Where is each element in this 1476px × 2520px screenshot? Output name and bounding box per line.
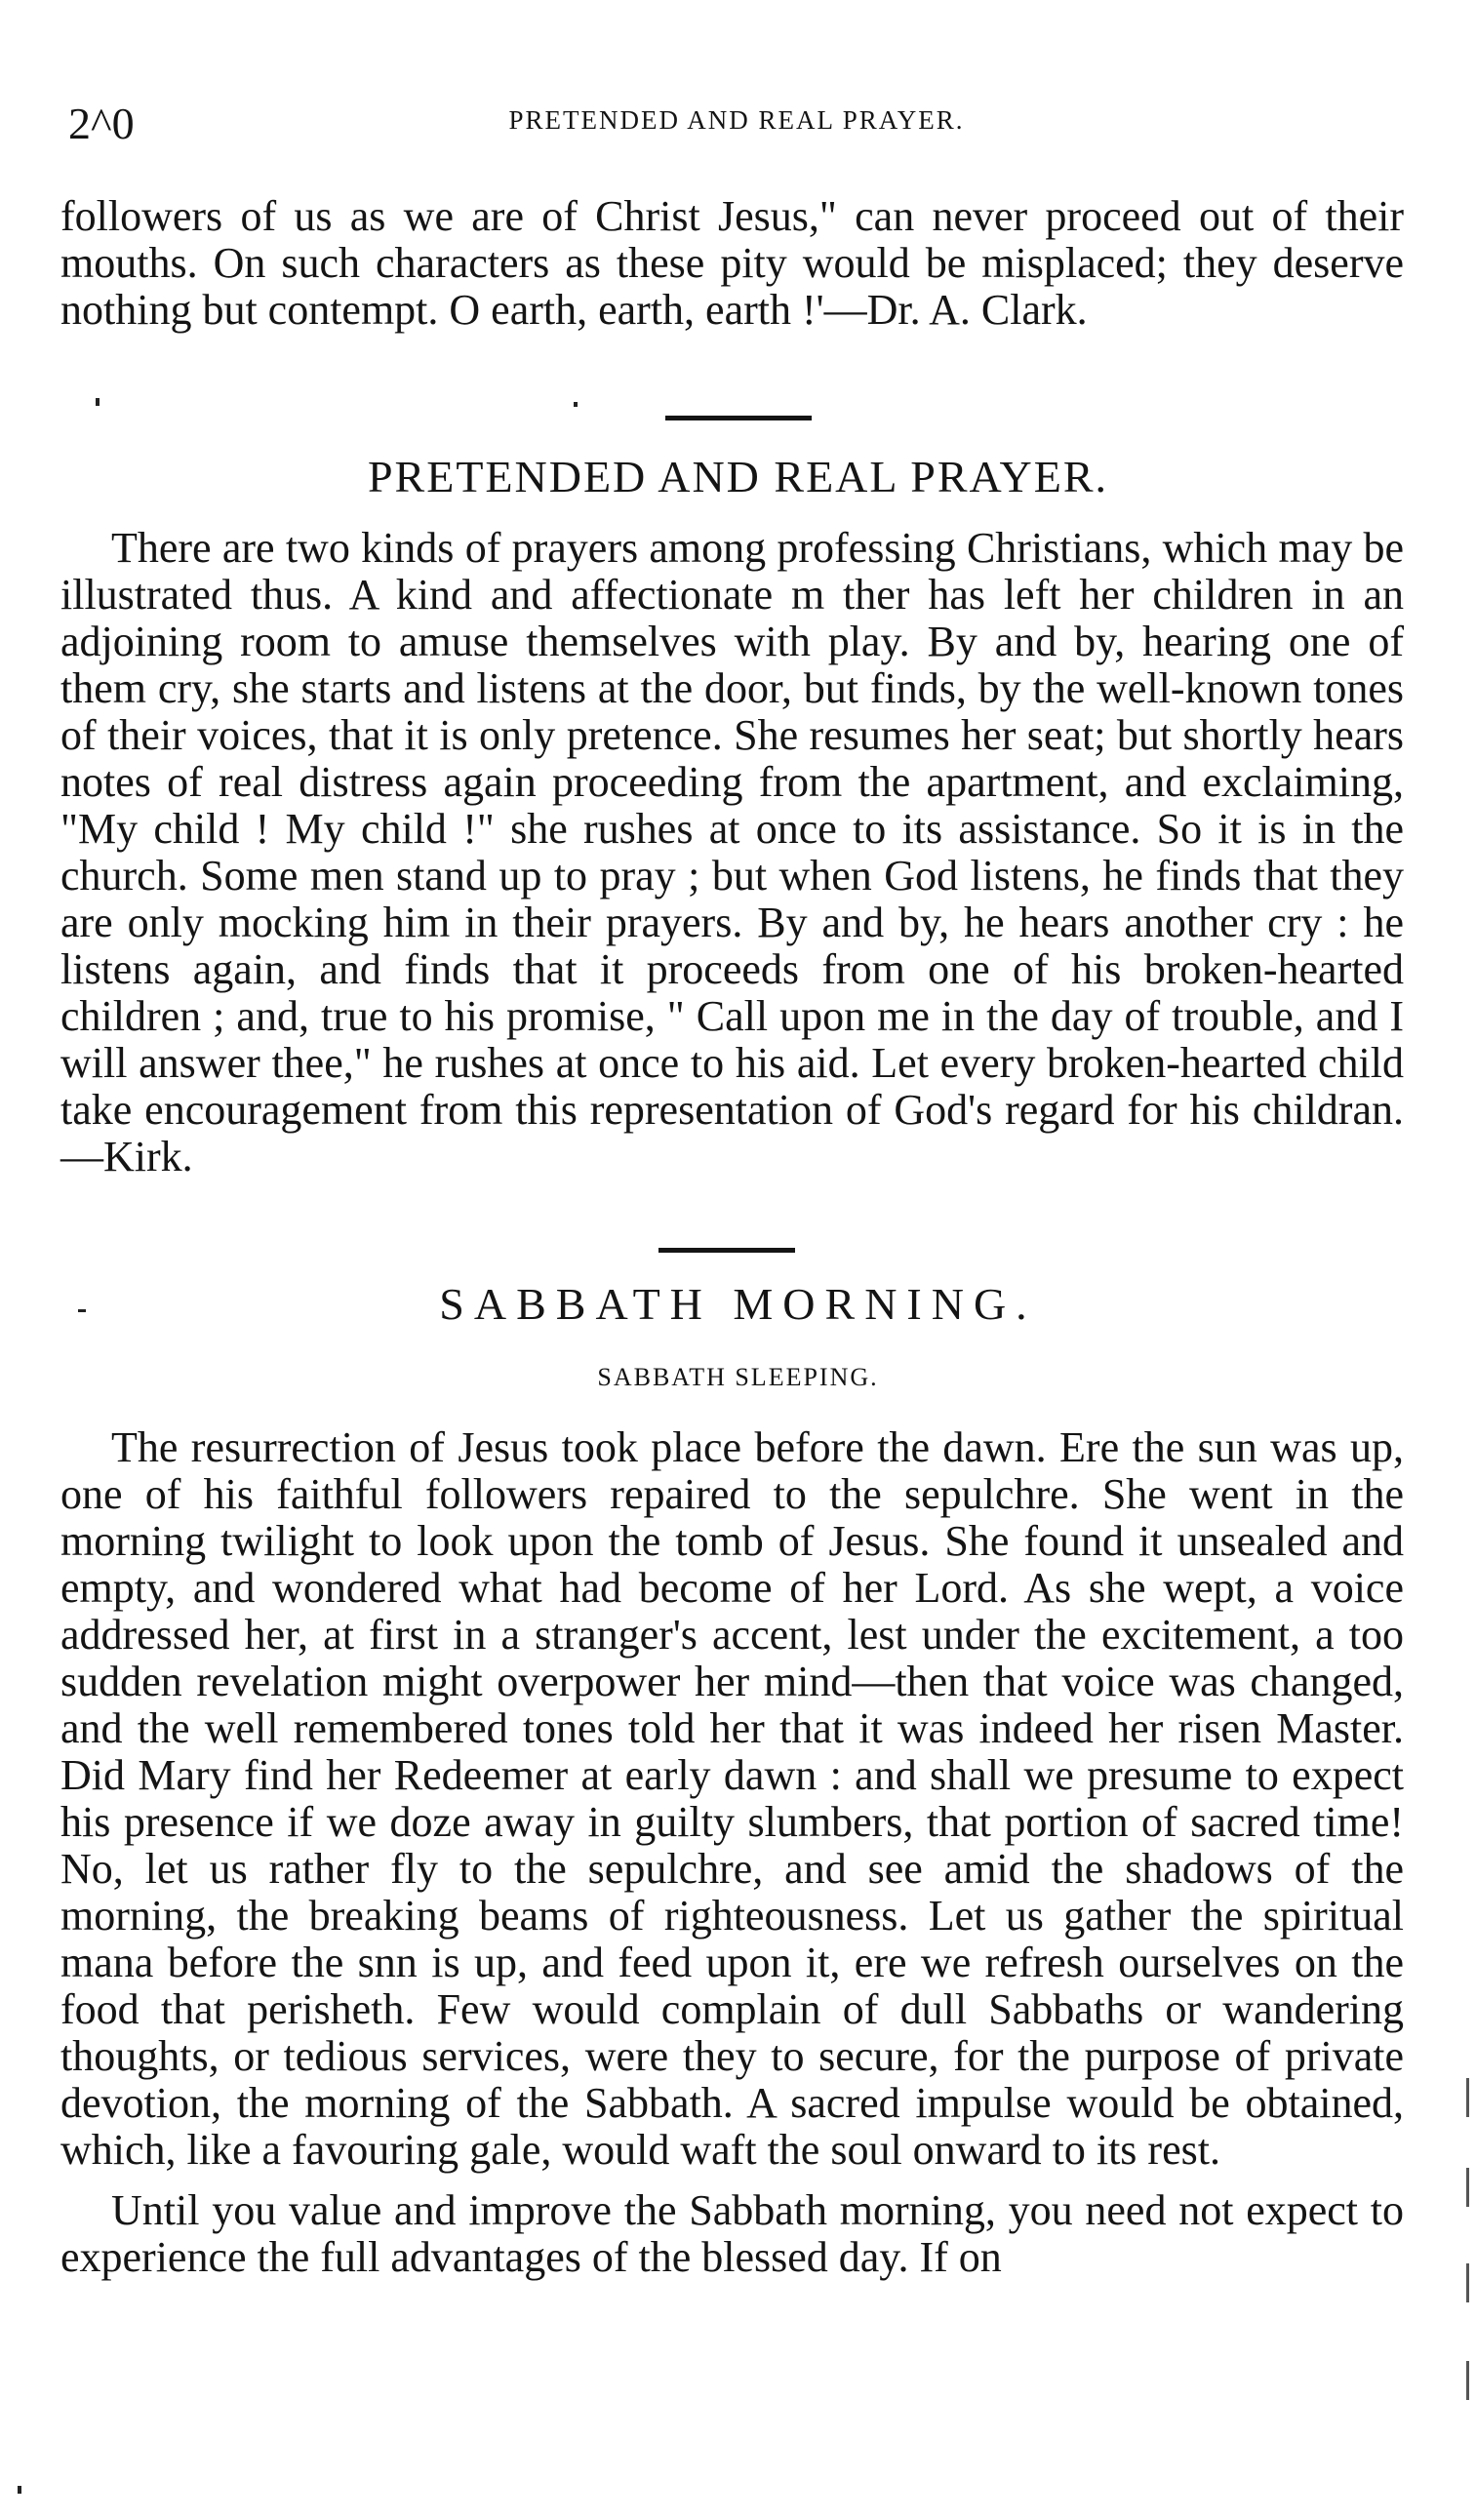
ink-speck bbox=[18, 2486, 21, 2494]
scan-edge-mark bbox=[1466, 2168, 1469, 2207]
ink-speck bbox=[574, 402, 578, 407]
section-divider-rule bbox=[658, 1248, 795, 1253]
section-subtitle: SABBATH SLEEPING. bbox=[597, 1363, 879, 1391]
section-title-sabbath-morning: SABBATH MORNING. bbox=[439, 1279, 1037, 1329]
page-number: 2^0 bbox=[68, 99, 135, 148]
section-title-pretended-prayer: PRETENDED AND REAL PRAYER. bbox=[367, 452, 1109, 501]
running-title: PRETENDED AND REAL PRAYER. bbox=[508, 105, 965, 135]
scan-edge-mark bbox=[1466, 2263, 1469, 2302]
page-header bbox=[68, 98, 1405, 156]
section-divider-rule bbox=[665, 416, 812, 420]
continuation-block bbox=[60, 193, 1404, 334]
sabbath-paragraph-2: Until you value and improve the Sabbath morning, you need not expect to experience the full advantages of the blessed day. If on bbox=[60, 2186, 1404, 2281]
sabbath-paragraph-1: The resurrection of Jesus took place before the dawn. Ere the sun was up, one of his faithful followers repaired to the sepulchre. She went in the morning twilight to look upon the tomb of Jesus. She found it unsealed and empty, and wondered what had become of her Lord. As she wept, a voice addressed her, at first in a stranger's accent, lest under the excitement, a too sudden revelation might overpower her mind—then that voice was changed, and the well remembered tones told her that it was indeed her risen Master. Did Mary find her Redeemer at early dawn : and shall we presume to expect his presence if we doze away in guilty slumbers, that portion of sacred time! No, let us rather fly to the sepulchre, and see amid the shadows of the morning, the breaking beams of righteousness. Let us gather the spiritual mana before the snn is up, and feed upon it, ere we refresh ourselves on the food that perisheth. Few would complain of dull Sabbaths or wandering thoughts, or tedious services, were they to secure, for the purpose of private devotion, the morning of the Sabbath. A sacred impulse would be obtained, which, like a favouring gale, would waft the soul onward to its rest. bbox=[60, 1423, 1404, 2174]
scan-edge-mark bbox=[1466, 2078, 1469, 2117]
pretended-prayer-section bbox=[60, 525, 1404, 1180]
continuation-paragraph: followers of us as we are of Christ Jesus," can never proceed out of their mouths. On such characters as these pity would be misplaced; they deserve nothing but contempt. O earth, earth, earth !'—Dr. A. Clark. bbox=[60, 192, 1404, 334]
ink-speck bbox=[96, 398, 100, 406]
sabbath-morning-section bbox=[60, 1424, 1404, 2281]
scan-edge-mark bbox=[1466, 2361, 1469, 2400]
pretended-prayer-paragraph: There are two kinds of prayers among professing Christians, which may be illustrated thus. A kind and affectionate m ther has left her children in an adjoining room to amuse themselves with play. By and by, hearing one of them cry, she starts and listens at the door, but finds, by the well-known tones of their voices, that it is only pretence. She resumes her seat; but shortly hears notes of real distress again proceeding from the apartment, and exclaiming, "My child ! My child !" she rushes at once to its assistance. So it is in the church. Some men stand up to pray ; but when God listens, he finds that they are only mocking him in their prayers. By and by, he hears another cry : he listens again, and finds that it proceeds from one of his broken-hearted children ; and, true to his promise, " Call upon me in the day of trouble, and I will answer thee," he rushes at once to his aid. Let every broken-hearted child take encouragement from this representation of God's regard for his childran.—Kirk. bbox=[60, 524, 1404, 1180]
